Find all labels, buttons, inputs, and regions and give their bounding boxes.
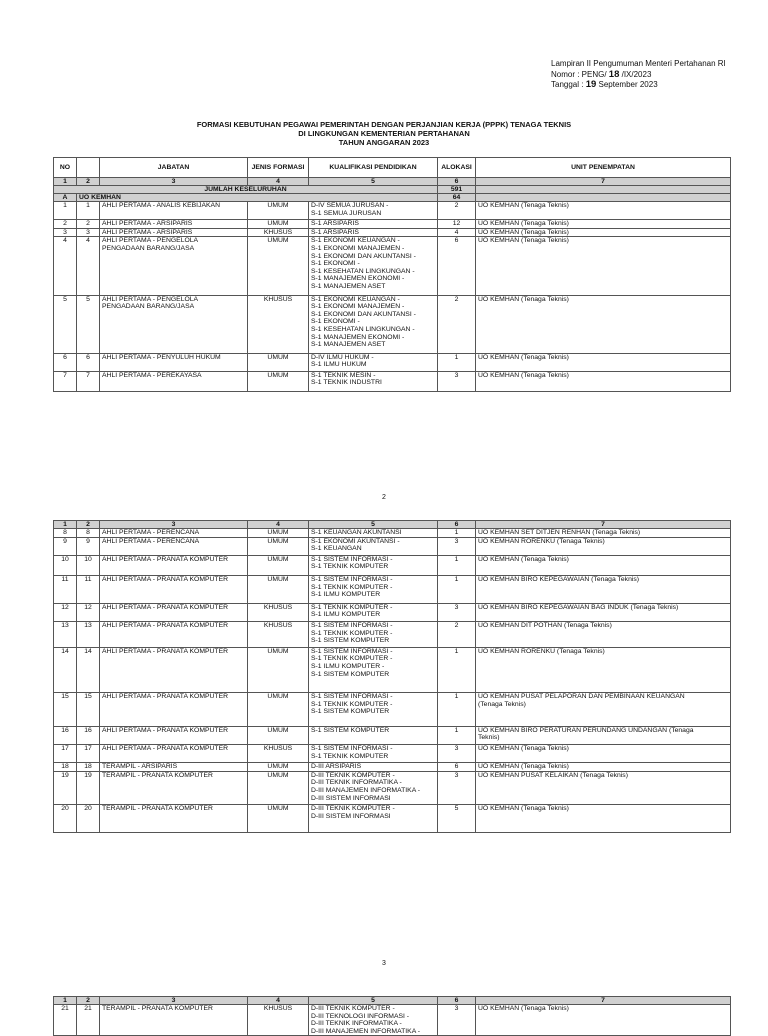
nomor-prefix: Nomor : PENG/ xyxy=(551,69,609,79)
formasi-table-page-2 xyxy=(53,520,731,833)
section-empty xyxy=(476,194,731,202)
cell-alokasi: 1 xyxy=(438,555,476,575)
cell-no: 11 xyxy=(54,575,77,603)
cell-no2: 9 xyxy=(77,537,100,555)
table-row xyxy=(54,353,731,371)
cell-kualifikasi: S-1 KEUANGAN AKUNTANSI xyxy=(309,529,438,538)
cell-no2: 14 xyxy=(77,647,100,692)
cell-kualifikasi: S-1 SISTEM INFORMASI - S-1 TEKNIK KOMPUTER xyxy=(309,555,438,575)
formasi-table-page-1 xyxy=(53,157,731,392)
cell-no2: 18 xyxy=(77,763,100,772)
cell-jenis: UMUM xyxy=(248,220,309,229)
cell-no: 16 xyxy=(54,726,77,744)
cell-no: 6 xyxy=(54,353,77,371)
cell-kualifikasi: D-IV SEMUA JURUSAN - S-1 SEMUA JURUSAN xyxy=(309,202,438,220)
cell-no2: 13 xyxy=(77,621,100,647)
header-alokasi: ALOKASI xyxy=(438,158,476,178)
cell-alokasi: 5 xyxy=(438,805,476,833)
cell-unit: UO KEMHAN (Tenaga Teknis) xyxy=(476,371,731,391)
index-cell: 6 xyxy=(438,997,476,1005)
cell-kualifikasi: S-1 TEKNIK KOMPUTER - S-1 ILMU KOMPUTER xyxy=(309,603,438,621)
cell-jabatan: TERAMPIL - PRANATA KOMPUTER xyxy=(100,1005,248,1036)
cell-no2: 7 xyxy=(77,371,100,391)
cell-unit: UO KEMHAN (Tenaga Teknis) xyxy=(476,237,731,295)
cell-alokasi: 6 xyxy=(438,237,476,295)
cell-kualifikasi: S-1 SISTEM KOMPUTER xyxy=(309,726,438,744)
nomor-line xyxy=(551,70,726,81)
cell-jabatan: AHLI PERTAMA - PRANATA KOMPUTER xyxy=(100,693,248,727)
header-no2 xyxy=(77,158,100,178)
table-row xyxy=(54,805,731,833)
cell-unit: UO KEMHAN RORENKU (Tenaga Teknis) xyxy=(476,647,731,692)
table-row xyxy=(54,1005,731,1036)
cell-unit: UO KEMHAN RORENKU (Tenaga Teknis) xyxy=(476,537,731,555)
cell-jabatan: AHLI PERTAMA - PENGELOLA PENGADAAN BARANG/JASA xyxy=(100,237,248,295)
cell-jenis: UMUM xyxy=(248,555,309,575)
cell-no2: 15 xyxy=(77,693,100,727)
total-label: JUMLAH KESELURUHAN xyxy=(54,186,438,194)
table-row xyxy=(54,693,731,727)
cell-jenis: UMUM xyxy=(248,805,309,833)
title-line-3: TAHUN ANGGARAN 2023 xyxy=(338,138,430,147)
table-row xyxy=(54,745,731,763)
cell-unit: UO KEMHAN SET DITJEN RENHAN (Tenaga Teknis) xyxy=(476,529,731,538)
cell-jabatan: TERAMPIL - ARSIPARIS xyxy=(100,763,248,772)
lampiran-block xyxy=(551,59,726,91)
cell-no: 7 xyxy=(54,371,77,391)
cell-jabatan: AHLI PERTAMA - PEREKAYASA xyxy=(100,371,248,391)
table-row xyxy=(54,202,731,220)
table-row xyxy=(54,555,731,575)
table-row xyxy=(54,537,731,555)
cell-kualifikasi: D-III TEKNIK KOMPUTER - D-III SISTEM INFORMASI xyxy=(309,805,438,833)
cell-jabatan: AHLI PERTAMA - ARSIPARIS xyxy=(100,228,248,237)
cell-no2: 8 xyxy=(77,529,100,538)
cell-jenis: UMUM xyxy=(248,763,309,772)
index-row xyxy=(54,521,731,529)
nomor-number: 18 xyxy=(608,68,620,80)
cell-jenis: UMUM xyxy=(248,537,309,555)
cell-no: 3 xyxy=(54,228,77,237)
cell-jenis: UMUM xyxy=(248,237,309,295)
index-row xyxy=(54,178,731,186)
cell-unit: UO KEMHAN (Tenaga Teknis) xyxy=(476,555,731,575)
rows-page-2 xyxy=(54,529,731,833)
nomor-suffix: /IX/2023 xyxy=(619,69,652,79)
cell-unit: UO KEMHAN (Tenaga Teknis) xyxy=(476,295,731,353)
index-cell: 3 xyxy=(100,178,248,186)
cell-no: 10 xyxy=(54,555,77,575)
cell-kualifikasi: S-1 EKONOMI KEUANGAN - S-1 EKONOMI MANAJEMEN - S-1 EKONOMI DAN AKUNTANSI - S-1 EKONOMI - S-1 KESEHATAN LINGKUNGAN - S-1 MANAJEMEN EKONOMI - S-1 MANAJEMEN ASET xyxy=(309,295,438,353)
cell-alokasi: 1 xyxy=(438,575,476,603)
cell-jenis: KHUSUS xyxy=(248,228,309,237)
cell-jenis: UMUM xyxy=(248,353,309,371)
cell-no2: 12 xyxy=(77,603,100,621)
cell-unit: UO KEMHAN (Tenaga Teknis) xyxy=(476,228,731,237)
cell-no: 4 xyxy=(54,237,77,295)
cell-unit: UO KEMHAN DIT POTHAN (Tenaga Teknis) xyxy=(476,621,731,647)
index-cell: 6 xyxy=(438,521,476,529)
index-cell: 3 xyxy=(100,997,248,1005)
cell-jabatan: AHLI PERTAMA - PRANATA KOMPUTER xyxy=(100,745,248,763)
cell-kualifikasi: S-1 SISTEM INFORMASI - S-1 TEKNIK KOMPUTER xyxy=(309,745,438,763)
index-cell: 3 xyxy=(100,521,248,529)
index-cell: 2 xyxy=(77,521,100,529)
cell-no: 9 xyxy=(54,537,77,555)
section-row xyxy=(54,194,731,202)
formasi-table-page-3 xyxy=(53,996,731,1036)
cell-kualifikasi: S-1 SISTEM INFORMASI - S-1 TEKNIK KOMPUTER - S-1 ILMU KOMPUTER xyxy=(309,575,438,603)
cell-no: 21 xyxy=(54,1005,77,1036)
cell-no2: 4 xyxy=(77,237,100,295)
index-cell: 1 xyxy=(54,997,77,1005)
header-jenis-formasi: JENIS FORMASI xyxy=(248,158,309,178)
cell-alokasi: 2 xyxy=(438,295,476,353)
cell-unit: UO KEMHAN PUSAT KELAIKAN (Tenaga Teknis) xyxy=(476,771,731,804)
total-value: 591 xyxy=(438,186,476,194)
index-cell: 7 xyxy=(476,521,731,529)
total-empty xyxy=(476,186,731,194)
cell-alokasi: 1 xyxy=(438,647,476,692)
table-row xyxy=(54,771,731,804)
cell-no2: 21 xyxy=(77,1005,100,1036)
index-cell: 5 xyxy=(309,178,438,186)
rows-page-3 xyxy=(54,1005,731,1036)
cell-no: 18 xyxy=(54,763,77,772)
cell-jenis: UMUM xyxy=(248,575,309,603)
cell-alokasi: 3 xyxy=(438,745,476,763)
cell-no2: 19 xyxy=(77,771,100,804)
cell-kualifikasi: S-1 EKONOMI KEUANGAN - S-1 EKONOMI MANAJEMEN - S-1 EKONOMI DAN AKUNTANSI - S-1 EKONOMI - S-1 KESEHATAN LINGKUNGAN - S-1 MANAJEMEN EKONOMI - S-1 MANAJEMEN ASET xyxy=(309,237,438,295)
cell-jabatan: AHLI PERTAMA - PRANATA KOMPUTER xyxy=(100,647,248,692)
cell-jenis: KHUSUS xyxy=(248,745,309,763)
cell-jenis: UMUM xyxy=(248,771,309,804)
cell-alokasi: 12 xyxy=(438,220,476,229)
table-row xyxy=(54,726,731,744)
rows-page-1 xyxy=(54,202,731,392)
cell-no2: 6 xyxy=(77,353,100,371)
index-cell: 4 xyxy=(248,521,309,529)
cell-no2: 3 xyxy=(77,228,100,237)
cell-unit: UO KEMHAN (Tenaga Teknis) xyxy=(476,353,731,371)
cell-jabatan: AHLI PERTAMA - PENYULUH HUKUM xyxy=(100,353,248,371)
cell-jabatan: TERAMPIL - PRANATA KOMPUTER xyxy=(100,805,248,833)
cell-jabatan: AHLI PERTAMA - PRANATA KOMPUTER xyxy=(100,603,248,621)
index-cell: 4 xyxy=(248,997,309,1005)
page-number: 3 xyxy=(382,960,386,967)
title-line-1: FORMASI KEBUTUHAN PEGAWAI PEMERINTAH DENGAN PERJANJIAN KERJA (PPPK) TENAGA TEKNIS xyxy=(196,120,572,129)
cell-kualifikasi: S-1 SISTEM INFORMASI - S-1 TEKNIK KOMPUTER - S-1 SISTEM KOMPUTER xyxy=(309,693,438,727)
cell-jenis: UMUM xyxy=(248,371,309,391)
index-cell: 1 xyxy=(54,178,77,186)
cell-no: 2 xyxy=(54,220,77,229)
cell-kualifikasi: S-1 TEKNIK MESIN - S-1 TEKNIK INDUSTRI xyxy=(309,371,438,391)
index-cell: 6 xyxy=(438,178,476,186)
cell-kualifikasi: S-1 EKONOMI AKUNTANSI - S-1 KEUANGAN xyxy=(309,537,438,555)
cell-jenis: UMUM xyxy=(248,693,309,727)
tanggal-suffix: September 2023 xyxy=(596,80,658,89)
table-row xyxy=(54,529,731,538)
section-value: 64 xyxy=(438,194,476,202)
index-cell: 5 xyxy=(309,521,438,529)
section-name: UO KEMHAN xyxy=(77,194,438,202)
cell-no: 17 xyxy=(54,745,77,763)
cell-no2: 1 xyxy=(77,202,100,220)
cell-no2: 11 xyxy=(77,575,100,603)
tanggal-prefix: Tanggal : xyxy=(551,80,586,89)
index-cell: 5 xyxy=(309,997,438,1005)
cell-jabatan: AHLI PERTAMA - PRANATA KOMPUTER xyxy=(100,575,248,603)
cell-unit: UO KEMHAN (Tenaga Teknis) xyxy=(476,745,731,763)
title-line-2: DI LINGKUNGAN KEMENTERIAN PERTAHANAN xyxy=(298,129,470,138)
header-no: NO xyxy=(54,158,77,178)
tanggal-line xyxy=(551,80,726,91)
index-cell: 7 xyxy=(476,997,731,1005)
cell-jenis: KHUSUS xyxy=(248,603,309,621)
cell-jabatan: AHLI PERTAMA - PERENCANA xyxy=(100,529,248,538)
table-row xyxy=(54,763,731,772)
cell-kualifikasi: S-1 SISTEM INFORMASI - S-1 TEKNIK KOMPUTER - S-1 ILMU KOMPUTER - S-1 SISTEM KOMPUTER xyxy=(309,647,438,692)
cell-alokasi: 3 xyxy=(438,603,476,621)
cell-unit: UO KEMHAN (Tenaga Teknis) xyxy=(476,1005,731,1036)
cell-kualifikasi: S-1 SISTEM INFORMASI - S-1 TEKNIK KOMPUTER - S-1 SISTEM KOMPUTER xyxy=(309,621,438,647)
cell-unit: UO KEMHAN (Tenaga Teknis) xyxy=(476,805,731,833)
table-row xyxy=(54,647,731,692)
cell-kualifikasi: S-1 ARSIPARIS xyxy=(309,220,438,229)
cell-jabatan: AHLI PERTAMA - ANALIS KEBIJAKAN xyxy=(100,202,248,220)
cell-unit: UO KEMHAN BIRO KEPEGAWAIAN BAG INDUK (Tenaga Teknis) xyxy=(476,603,731,621)
cell-kualifikasi: S-1 ARSIPARIS xyxy=(309,228,438,237)
cell-alokasi: 3 xyxy=(438,537,476,555)
total-row xyxy=(54,186,731,194)
cell-jabatan: AHLI PERTAMA - PERENCANA xyxy=(100,537,248,555)
table-row xyxy=(54,371,731,391)
cell-no: 13 xyxy=(54,621,77,647)
index-cell: 4 xyxy=(248,178,309,186)
cell-alokasi: 3 xyxy=(438,371,476,391)
cell-jabatan: AHLI PERTAMA - PENGELOLA PENGADAAN BARANG/JASA xyxy=(100,295,248,353)
document-title xyxy=(0,120,768,147)
header-unit: UNIT PENEMPATAN xyxy=(476,158,731,178)
cell-jenis: UMUM xyxy=(248,529,309,538)
header-jabatan: JABATAN xyxy=(100,158,248,178)
cell-no2: 17 xyxy=(77,745,100,763)
cell-alokasi: 1 xyxy=(438,726,476,744)
cell-no: 15 xyxy=(54,693,77,727)
table-row xyxy=(54,295,731,353)
cell-no: 8 xyxy=(54,529,77,538)
cell-no2: 20 xyxy=(77,805,100,833)
cell-unit: UO KEMHAN (Tenaga Teknis) xyxy=(476,763,731,772)
cell-alokasi: 3 xyxy=(438,771,476,804)
cell-alokasi: 4 xyxy=(438,228,476,237)
lampiran-line: Lampiran II Pengumuman Menteri Pertahanan RI xyxy=(551,59,726,68)
table-row xyxy=(54,228,731,237)
cell-jenis: KHUSUS xyxy=(248,621,309,647)
cell-alokasi: 1 xyxy=(438,529,476,538)
cell-no: 12 xyxy=(54,603,77,621)
index-cell: 2 xyxy=(77,178,100,186)
cell-no: 14 xyxy=(54,647,77,692)
table-row xyxy=(54,575,731,603)
index-row xyxy=(54,997,731,1005)
cell-jabatan: AHLI PERTAMA - PRANATA KOMPUTER xyxy=(100,726,248,744)
cell-alokasi: 2 xyxy=(438,202,476,220)
cell-no: 5 xyxy=(54,295,77,353)
cell-jabatan: AHLI PERTAMA - PRANATA KOMPUTER xyxy=(100,621,248,647)
cell-no2: 10 xyxy=(77,555,100,575)
cell-kualifikasi: D-III ARSIPARIS xyxy=(309,763,438,772)
table-row xyxy=(54,621,731,647)
index-cell: 2 xyxy=(77,997,100,1005)
cell-no: 19 xyxy=(54,771,77,804)
cell-kualifikasi: D-III TEKNIK KOMPUTER - D-III TEKNIK INFORMATIKA - D-III MANAJEMEN INFORMATIKA - D-III SISTEM INFORMASI xyxy=(309,771,438,804)
cell-alokasi: 3 xyxy=(438,1005,476,1036)
cell-unit: UO KEMHAN BIRO PERATURAN PERUNDANG UNDANGAN (Tenaga Teknis) xyxy=(476,726,731,744)
cell-jenis: UMUM xyxy=(248,647,309,692)
cell-no2: 5 xyxy=(77,295,100,353)
cell-jenis: UMUM xyxy=(248,726,309,744)
cell-jabatan: TERAMPIL - PRANATA KOMPUTER xyxy=(100,771,248,804)
cell-jenis: UMUM xyxy=(248,202,309,220)
table-row xyxy=(54,603,731,621)
cell-jabatan: AHLI PERTAMA - ARSIPARIS xyxy=(100,220,248,229)
cell-jenis: KHUSUS xyxy=(248,1005,309,1036)
cell-alokasi: 6 xyxy=(438,763,476,772)
cell-unit: UO KEMHAN (Tenaga Teknis) xyxy=(476,220,731,229)
cell-kualifikasi: D-IV ILMU HUKUM - S-1 ILMU HUKUM xyxy=(309,353,438,371)
index-cell: 1 xyxy=(54,521,77,529)
cell-alokasi: 2 xyxy=(438,621,476,647)
cell-no2: 2 xyxy=(77,220,100,229)
cell-unit: UO KEMHAN (Tenaga Teknis) xyxy=(476,202,731,220)
table-row xyxy=(54,220,731,229)
cell-unit: UO KEMHAN PUSAT PELAPORAN DAN PEMBINAAN KEUANGAN (Tenaga Teknis) xyxy=(476,693,731,727)
index-cell: 7 xyxy=(476,178,731,186)
page-number: 2 xyxy=(382,494,386,501)
cell-no: 20 xyxy=(54,805,77,833)
cell-alokasi: 1 xyxy=(438,693,476,727)
cell-no: 1 xyxy=(54,202,77,220)
section-code: A xyxy=(54,194,77,202)
cell-jabatan: AHLI PERTAMA - PRANATA KOMPUTER xyxy=(100,555,248,575)
tanggal-day: 19 xyxy=(585,79,597,90)
cell-alokasi: 1 xyxy=(438,353,476,371)
header-kualifikasi: KUALIFIKASI PENDIDIKAN xyxy=(309,158,438,178)
table-row xyxy=(54,237,731,295)
cell-unit: UO KEMHAN BIRO KEPEGAWAIAN (Tenaga Teknis) xyxy=(476,575,731,603)
cell-jenis: KHUSUS xyxy=(248,295,309,353)
cell-no2: 16 xyxy=(77,726,100,744)
cell-kualifikasi: D-III TEKNIK KOMPUTER - D-III TEKNOLOGI INFORMASI - D-III TEKNIK INFORMATIKA - D-III MANAJEMEN INFORMATIKA - xyxy=(309,1005,438,1036)
